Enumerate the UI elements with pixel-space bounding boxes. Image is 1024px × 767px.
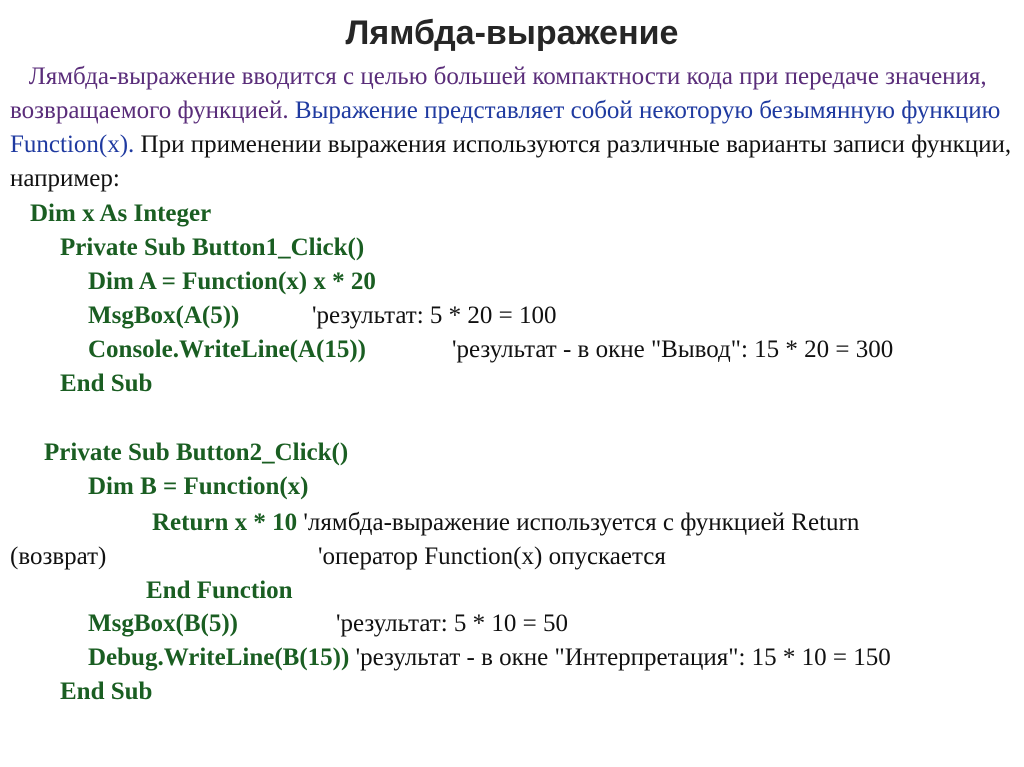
comment-text: (возврат) <box>10 543 107 570</box>
code-line <box>60 367 152 401</box>
code-text: MsgBox(B(5)) <box>88 610 238 637</box>
code-comment <box>312 299 556 333</box>
intro-part-2: Выражение представляет собой некоторую безымянную функцию Function(x). <box>10 97 1001 158</box>
code-text: Return x * 10 <box>152 509 298 536</box>
code-text: End Function <box>146 577 293 604</box>
code-line <box>88 333 366 367</box>
code-line <box>60 231 364 265</box>
code-line <box>146 574 293 608</box>
comment-text: 'результат: 5 * 20 = 100 <box>312 302 557 329</box>
code-text: Private Sub Button2_Click() <box>44 439 349 466</box>
comment-text: 'лямбда-выражение используется с функцией Return <box>297 509 860 536</box>
code-comment <box>452 333 893 367</box>
code-text: Dim x As Integer <box>30 200 212 227</box>
code-line <box>30 197 211 231</box>
code-text: End Sub <box>60 370 153 397</box>
comment-text: 'результат - в окне "Интерпретация": 15 * 10 = 150 <box>349 644 891 671</box>
code-comment <box>318 540 666 574</box>
code-text: Private Sub Button1_Click() <box>60 234 365 261</box>
comment-text: 'результат - в окне "Вывод": 15 * 20 = 300 <box>452 336 894 363</box>
code-line <box>88 265 376 299</box>
code-comment <box>336 607 568 641</box>
code-text: Debug.WriteLine(B(15)) <box>88 644 350 671</box>
intro-part-1: Лямбда-выражение вводится с целью большей компактности кода при передаче значения, возвращаемого функцией. <box>10 63 987 124</box>
code-text: Dim A = Function(x) x * 20 <box>88 268 376 295</box>
code-text: MsgBox(A(5)) <box>88 302 240 329</box>
code-line <box>88 641 891 675</box>
comment-text: 'результат: 5 * 10 = 50 <box>336 610 568 637</box>
code-line <box>88 607 238 641</box>
code-line <box>88 299 239 333</box>
intro-paragraph <box>10 60 1015 196</box>
code-text: Console.WriteLine(A(15)) <box>88 336 366 363</box>
code-line <box>60 675 152 709</box>
comment-text: 'оператор Function(x) опускается <box>318 543 666 570</box>
code-comment <box>10 540 106 574</box>
code-line <box>44 436 348 470</box>
code-line <box>152 506 859 540</box>
slide-title: Лямбда-выражение <box>345 14 679 52</box>
code-text: End Sub <box>60 678 153 705</box>
code-text: Dim B = Function(x) <box>88 473 309 500</box>
intro-part-3: При применении выражения используются различные варианты записи функции, например: <box>10 131 1012 192</box>
code-line <box>88 470 309 504</box>
